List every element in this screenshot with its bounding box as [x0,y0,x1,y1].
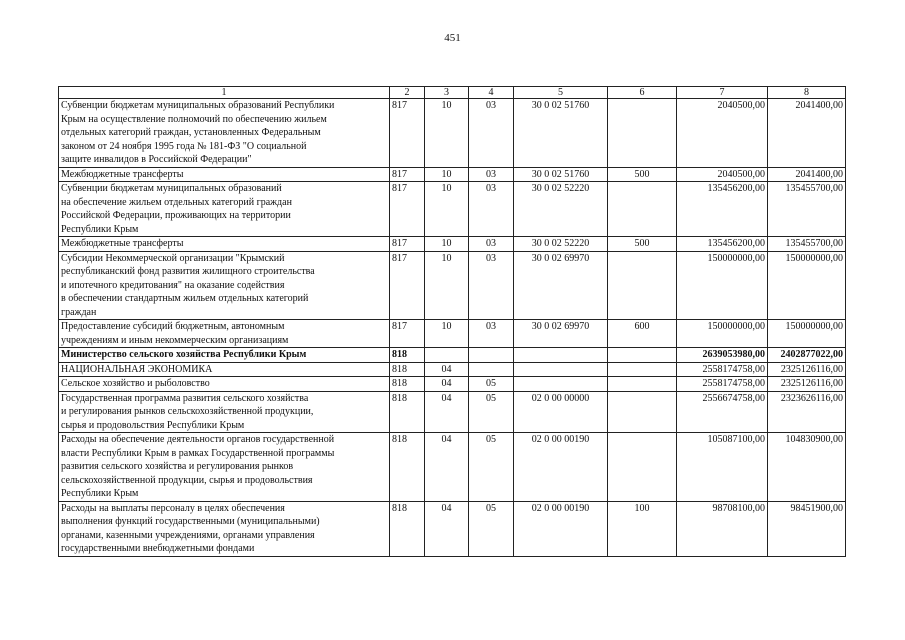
amount-year1-cell: 150000000,00 [677,251,768,320]
ministry-code-cell: 817 [390,237,425,252]
amount-year1-cell: 2558174758,00 [677,377,768,392]
section-cell: 10 [425,167,469,182]
section-cell: 10 [425,251,469,320]
ministry-code-cell: 818 [390,348,425,363]
subsection-cell: 03 [469,99,514,168]
table-header-row [59,87,846,99]
amount-year2-cell: 135455700,00 [768,182,846,237]
table-row [59,433,846,502]
amount-year2-cell: 2325126116,00 [768,377,846,392]
expense-type-cell [608,433,677,502]
ministry-code-cell: 818 [390,433,425,502]
amount-year2-cell: 150000000,00 [768,251,846,320]
subsection-cell: 03 [469,237,514,252]
budget-table [58,86,846,557]
table-row [59,237,846,252]
ministry-code-cell: 817 [390,167,425,182]
expense-type-cell: 100 [608,501,677,556]
subsection-cell: 05 [469,377,514,392]
table-row [59,501,846,556]
header-cell: 5 [514,87,608,99]
target-article-cell: 30 0 02 52220 [514,237,608,252]
amount-year1-cell: 135456200,00 [677,182,768,237]
subsection-cell [469,362,514,377]
section-cell: 10 [425,99,469,168]
section-cell: 10 [425,237,469,252]
amount-year2-cell: 150000000,00 [768,320,846,348]
ministry-code-cell: 817 [390,251,425,320]
subsection-cell: 03 [469,167,514,182]
table-row [59,251,846,320]
amount-year1-cell: 135456200,00 [677,237,768,252]
expense-type-cell: 500 [608,237,677,252]
target-article-cell [514,377,608,392]
ministry-code-cell: 818 [390,391,425,433]
header-cell: 1 [59,87,390,99]
expense-type-cell [608,362,677,377]
target-article-cell: 30 0 02 69970 [514,320,608,348]
table-row [59,182,846,237]
ministry-code-cell: 818 [390,377,425,392]
description-cell: Министерство сельского хозяйства Республики Крым [59,348,390,363]
subsection-cell: 03 [469,251,514,320]
description-cell: Расходы на обеспечение деятельности органов государственной власти Республики Крым в рамках Государственной программы развития сельского хозяйства и регулирования рынков сельскохозяйственной продукции, сырья и продовольствия Республики Крым [59,433,390,502]
ministry-code-cell: 817 [390,99,425,168]
expense-type-cell [608,182,677,237]
header-cell: 7 [677,87,768,99]
amount-year1-cell: 2040500,00 [677,167,768,182]
description-cell: Предоставление субсидий бюджетным, автономным учреждениям и иным некоммерческим организациям [59,320,390,348]
amount-year2-cell: 2325126116,00 [768,362,846,377]
header-cell: 2 [390,87,425,99]
description-cell: Межбюджетные трансферты [59,167,390,182]
ministry-code-cell: 817 [390,182,425,237]
section-cell: 04 [425,377,469,392]
section-cell: 10 [425,320,469,348]
table-row [59,167,846,182]
subsection-cell: 05 [469,391,514,433]
amount-year1-cell: 98708100,00 [677,501,768,556]
description-cell: НАЦИОНАЛЬНАЯ ЭКОНОМИКА [59,362,390,377]
amount-year1-cell: 105087100,00 [677,433,768,502]
target-article-cell: 02 0 00 00190 [514,501,608,556]
description-cell: Межбюджетные трансферты [59,237,390,252]
amount-year2-cell: 2041400,00 [768,99,846,168]
target-article-cell: 30 0 02 51760 [514,167,608,182]
expense-type-cell: 600 [608,320,677,348]
description-cell: Сельское хозяйство и рыболовство [59,377,390,392]
expense-type-cell [608,391,677,433]
amount-year2-cell: 2323626116,00 [768,391,846,433]
section-cell: 04 [425,391,469,433]
amount-year2-cell: 2041400,00 [768,167,846,182]
table-row [59,320,846,348]
expense-type-cell: 500 [608,167,677,182]
amount-year2-cell: 98451900,00 [768,501,846,556]
header-cell: 6 [608,87,677,99]
section-cell: 04 [425,433,469,502]
amount-year2-cell: 135455700,00 [768,237,846,252]
description-cell: Расходы на выплаты персоналу в целях обеспечения выполнения функций государственными (муниципальными) органами, казенными учреждениями, органами управления государственными внебюджетными фондами [59,501,390,556]
table-row [59,99,846,168]
subsection-cell: 05 [469,501,514,556]
amount-year1-cell: 2558174758,00 [677,362,768,377]
section-cell: 04 [425,501,469,556]
table-row [59,362,846,377]
subsection-cell: 03 [469,320,514,348]
target-article-cell [514,348,608,363]
header-cell: 3 [425,87,469,99]
expense-type-cell [608,377,677,392]
subsection-cell: 05 [469,433,514,502]
amount-year2-cell: 104830900,00 [768,433,846,502]
section-cell: 04 [425,362,469,377]
ministry-code-cell: 818 [390,501,425,556]
table-row [59,377,846,392]
target-article-cell: 30 0 02 52220 [514,182,608,237]
subsection-cell [469,348,514,363]
target-article-cell: 02 0 00 00000 [514,391,608,433]
table-row [59,348,846,363]
header-cell: 4 [469,87,514,99]
amount-year2-cell: 2402877022,00 [768,348,846,363]
ministry-code-cell: 817 [390,320,425,348]
target-article-cell: 30 0 02 51760 [514,99,608,168]
description-cell: Субвенции бюджетам муниципальных образований на обеспечение жильем отдельных категорий граждан Российской Федерации, проживающих на территории Республики Крым [59,182,390,237]
section-cell: 10 [425,182,469,237]
amount-year1-cell: 2556674758,00 [677,391,768,433]
target-article-cell [514,362,608,377]
description-cell: Субсидии Некоммерческой организации "Крымский республиканский фонд развития жилищного строительства и ипотечного кредитования" на оказание содействия в обеспечении стандартным жильем отдельных категорий граждан [59,251,390,320]
page-number: 451 [444,32,461,44]
subsection-cell: 03 [469,182,514,237]
amount-year1-cell: 2040500,00 [677,99,768,168]
description-cell: Субвенции бюджетам муниципальных образований Республики Крым на осуществление полномочий по обеспечению жильем отдельных категорий граждан, установленных Федеральным законом от 24 ноября 1995 года № 181-ФЗ "О социальной защите инвалидов в Российской Федерации" [59,99,390,168]
target-article-cell: 02 0 00 00190 [514,433,608,502]
amount-year1-cell: 2639053980,00 [677,348,768,363]
header-cell: 8 [768,87,846,99]
expense-type-cell [608,99,677,168]
table-row [59,391,846,433]
ministry-code-cell: 818 [390,362,425,377]
expense-type-cell [608,251,677,320]
expense-type-cell [608,348,677,363]
target-article-cell: 30 0 02 69970 [514,251,608,320]
amount-year1-cell: 150000000,00 [677,320,768,348]
section-cell [425,348,469,363]
description-cell: Государственная программа развития сельского хозяйства и регулирования рынков сельскохозяйственной продукции, сырья и продовольствия Республики Крым [59,391,390,433]
